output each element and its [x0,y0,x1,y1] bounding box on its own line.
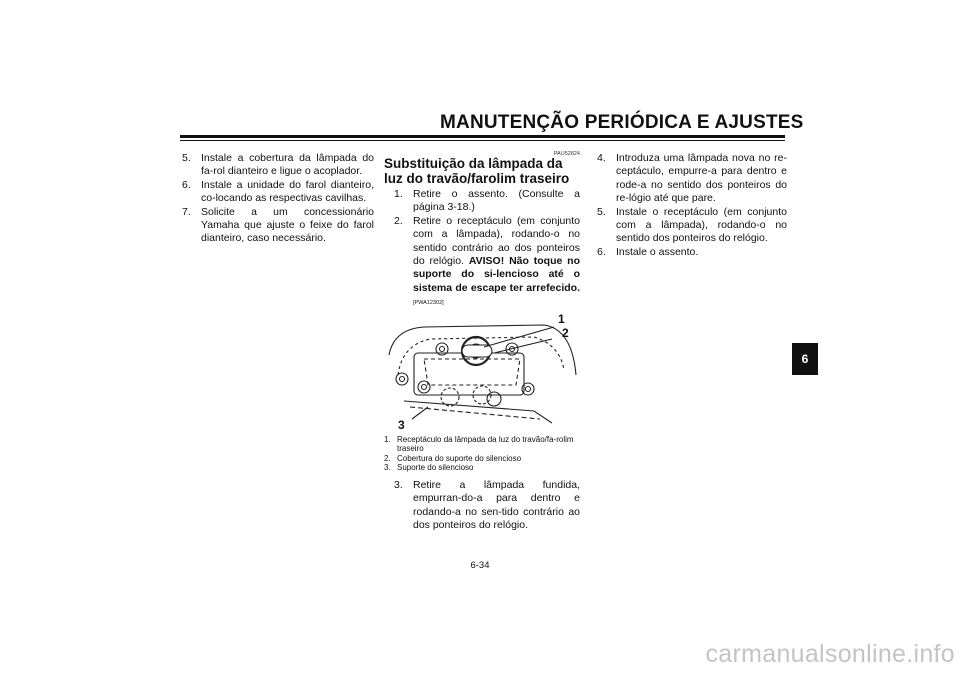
warning-text: AVISO! Não toque no suporte do si-lencioso até o sistema de escape ter arrefecido. [413,255,580,294]
list-item [597,246,787,259]
list-item [182,152,374,179]
caption-text: Receptáculo da lâmpada da luz do travão/fa-rolim traseiro [397,434,574,454]
chapter-tab: 6 [792,343,818,375]
caption-number: 1. [384,434,391,444]
page-number: 6-34 [470,560,490,571]
section-title: Substituição da lâmpada da luz do travão/farolim traseiro [384,156,570,186]
list-item [384,479,580,533]
list-item [182,179,374,206]
item-number: 6. [597,245,606,258]
item-number: 6. [182,178,191,191]
callout-2: 2 [562,325,569,340]
right-column [597,152,787,259]
callout-1: 1 [558,311,565,326]
list-item [384,215,580,311]
list-item [384,188,580,215]
item-text: Instale o receptáculo (em conjunto com a lâmpada), rodando-o no sentido dos ponteiros do relógio. [616,205,787,245]
header-rule [180,135,785,138]
caption-item [384,454,580,464]
caption-number: 3. [384,463,391,473]
list-item [597,206,787,246]
item-text: Instale a unidade do farol dianteiro, co-locando as respectivas cavilhas. [201,178,374,205]
header-rule-thin [180,140,785,141]
item-text: Retire a lâmpada fundida, empurran-do-a para dentro e rodando-a no sen-tido contrário ao dos ponteiros do relógio. [413,479,580,532]
item-text: Instale o assento. [616,245,699,258]
caption-item [384,435,580,454]
step-text: Retire o receptáculo (em conjunto com a lâmpada), rodando-o no sentido contrário ao dos ponteiros do relógio. [413,214,580,268]
item-number: 4. [597,152,606,164]
item-text: Retire o assento. (Consulte a página 3-18.) [413,188,580,214]
left-column [182,152,374,246]
list-item [182,206,374,246]
caption-number: 2. [384,453,391,463]
item-text: Solicite a um concessionário Yamaha que ajuste o feixe do farol dianteiro, caso necessário. [201,205,374,245]
caption-text: Suporte do silencioso [397,463,474,473]
bulb-figure [384,311,580,433]
item-text: Introduza uma lâmpada nova no re-ceptáculo, empurre-a para dentro e rode-a no sentido dos ponteiros do re-lógio até que pare. [616,152,787,205]
caption-item [384,463,580,473]
middle-column [384,148,580,533]
caption-text: Cobertura do suporte do silencioso [397,453,522,463]
item-text: Instale a cobertura da lâmpada do fa-rol dianteiro e ligue o acoplador. [201,152,374,178]
section-code: PAU52824 [553,151,580,157]
item-number: 5. [597,205,606,218]
item-number: 3. [394,479,403,492]
warning-code: [PWA12302] [413,300,444,307]
figure-captions [384,435,580,473]
item-text [413,215,580,311]
item-number: 2. [394,214,403,227]
item-number: 7. [182,205,191,218]
watermark: carmanualsonline.info [705,640,955,668]
taillight-illustration [384,311,580,433]
page-title: MANUTENÇÃO PERIÓDICA E AJUSTES [440,112,804,133]
callout-3: 3 [398,417,405,432]
item-number: 1. [394,188,403,200]
item-number: 5. [182,152,191,164]
list-item [597,152,787,206]
